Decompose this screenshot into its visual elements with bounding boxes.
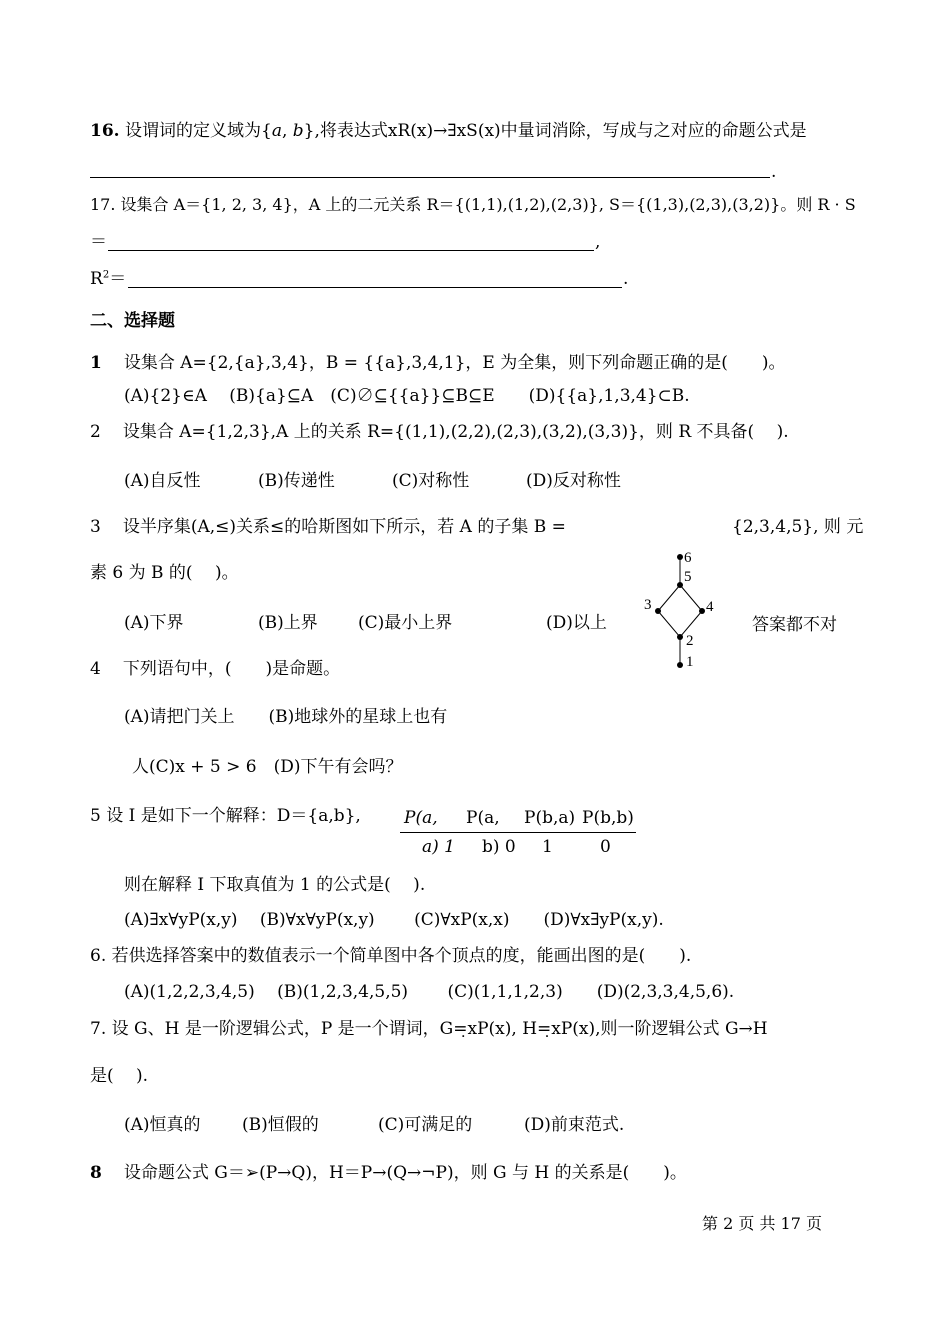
question-text: 设命题公式 G＝➢(P→Q)，H＝P→(Q→¬P)，则 G 与 H 的关系是( )。	[123, 1163, 687, 1183]
options-q4-line1: (A)请把门关上 (B)地球外的星球上也有	[124, 707, 448, 727]
choice-question-1	[90, 353, 786, 373]
equals-sign: ＝	[90, 232, 107, 252]
domain-element-a: a	[271, 121, 282, 141]
table-header-cell: P(b,a)	[524, 808, 576, 828]
question-text-part: },将表达式xR(x)→∃xS(x)中量词消除，写成与之对应的命题公式是	[303, 121, 807, 141]
question-text: 设集合 A={2,{a},3,4}，B = {{a},3,4,1}，E 为全集，则下列命题正确的是( )。	[123, 353, 786, 373]
choice-question-3	[90, 517, 566, 537]
option-b: (B)上界	[258, 613, 318, 633]
question-16: 16. 设谓词的定义域为{a, b},将表达式xR(x)→∃xS(x)中量词消除，写成与之对应的命题公式是	[90, 121, 807, 141]
table-row	[400, 837, 636, 861]
choice-question-2	[90, 422, 789, 442]
page-number: 第 2 页 共 17 页	[702, 1214, 822, 1233]
option-a: (A)恒真的	[124, 1115, 201, 1135]
hasse-node	[677, 634, 683, 640]
question-number: 2	[90, 422, 101, 442]
hasse-node	[699, 608, 705, 614]
table-header-cell: P(b,b)	[582, 808, 634, 828]
hasse-label: 6	[684, 550, 692, 566]
options-q5: (A)∃x∀yP(x,y) (B)∀x∀yP(x,y) (C)∀xP(x,x) (D)∀x∃yP(x,y).	[124, 910, 664, 930]
question-number: 1	[90, 353, 102, 373]
option-d: (D)反对称性	[526, 471, 621, 491]
table-cell: 1	[542, 837, 553, 857]
option-c: (C)最小上界	[358, 613, 453, 633]
table-cell: a) 1	[422, 837, 455, 857]
answer-blank-16	[90, 177, 770, 178]
options-q4-line2: 人(C)x + 5 > 6 (D)下午有会吗？	[132, 757, 403, 777]
hasse-node	[677, 582, 683, 588]
hasse-edge	[658, 585, 680, 611]
choice-question-5: 5 设 I 是如下一个解释：D＝{a,b},	[90, 806, 361, 826]
domain-element-b: b	[292, 121, 304, 141]
subset-b: {2,3,4,5}, 则 元	[732, 517, 864, 537]
option-a: (A)下界	[124, 613, 184, 633]
options-q6: (A)(1,2,2,3,4,5) (B)(1,2,3,4,5,5) (C)(1,1,1,2,3) (D)(2,3,3,4,5,6).	[124, 982, 735, 1002]
option-d-cont: 答案都不对	[752, 615, 837, 635]
hasse-diagram	[636, 545, 726, 675]
option-b: (B)恒假的	[242, 1115, 319, 1135]
option-a: (A)自反性	[124, 471, 201, 491]
option-c: (C)对称性	[392, 471, 470, 491]
period: .	[623, 269, 629, 289]
table-header	[400, 808, 636, 833]
hasse-node	[677, 554, 683, 560]
hasse-edge	[658, 611, 680, 637]
question-number: 16.	[90, 121, 120, 141]
question-text-cont: 则在解释 I 下取真值为 1 的公式是( ).	[124, 875, 426, 895]
choice-question-7: 7. 设 G、H 是一阶逻辑公式，P 是一个谓词，G=̣xP(x), H=̣xP(x),则一阶逻辑公式 G→H	[90, 1019, 768, 1039]
question-number: 8	[90, 1163, 102, 1183]
choice-question-6: 6. 若供选择答案中的数值表示一个简单图中各个顶点的度，能画出图的是( ).	[90, 946, 692, 966]
question-17: 17. 设集合 A＝{1, 2, 3, 4}，A 上的二元关系 R＝{(1,1),(1,2),(2,3)}, S＝{(1,3),(2,3),(3,2)}。则 R · S	[90, 195, 856, 214]
question-text-cont: 是( ).	[90, 1066, 149, 1086]
comma: ,	[595, 232, 601, 252]
r-squared-label: $R^2=$	[90, 269, 127, 289]
hasse-label: 3	[644, 597, 652, 613]
hasse-node	[677, 662, 683, 668]
question-text: 设集合 A={1,2,3},A 上的关系 R={(1,1),(2,2),(2,3),(3,2),(3,3)}，则 R 不具备( ).	[122, 422, 789, 442]
question-text-cont: 素 6 为 B 的( )。	[90, 563, 239, 583]
option-d: (D)前束范式.	[524, 1115, 625, 1135]
question-text: 设半序集(A,≤)关系≤的哈斯图如下所示，若 A 的子集 B =	[122, 517, 566, 537]
options-q1: (A){2}∈A (B){a}⊆A (C)∅⊆{{a}}⊆B⊆E (D){{a},1,3,4}⊂B.	[124, 386, 690, 406]
question-number: 3	[90, 517, 101, 537]
answer-blank-17b	[128, 287, 622, 288]
option-c: (C)可满足的	[378, 1115, 473, 1135]
table-cell: b) 0	[482, 837, 516, 857]
hasse-node	[655, 608, 661, 614]
table-cell: 0	[600, 837, 611, 857]
period: .	[771, 162, 777, 182]
hasse-label: 2	[686, 633, 694, 649]
interpretation-table	[400, 808, 636, 861]
hasse-edge	[680, 585, 702, 611]
table-header-cell: P(a,	[404, 808, 438, 828]
hasse-label: 5	[684, 569, 692, 585]
choice-question-8	[90, 1163, 687, 1183]
question-number: 4	[90, 659, 101, 679]
table-header-cell: P(a,	[466, 808, 500, 828]
question-text: 下列语句中，( )是命题。	[122, 659, 341, 679]
hasse-label: 1	[686, 654, 694, 670]
option-b: (B)传递性	[258, 471, 335, 491]
section-title: 二、选择题	[90, 311, 175, 331]
question-text-part: 设谓词的定义域为{	[124, 121, 272, 141]
hasse-label: 4	[706, 599, 714, 615]
answer-blank-17a	[108, 250, 594, 251]
choice-question-4	[90, 659, 340, 679]
option-d: (D)以上	[546, 613, 607, 633]
